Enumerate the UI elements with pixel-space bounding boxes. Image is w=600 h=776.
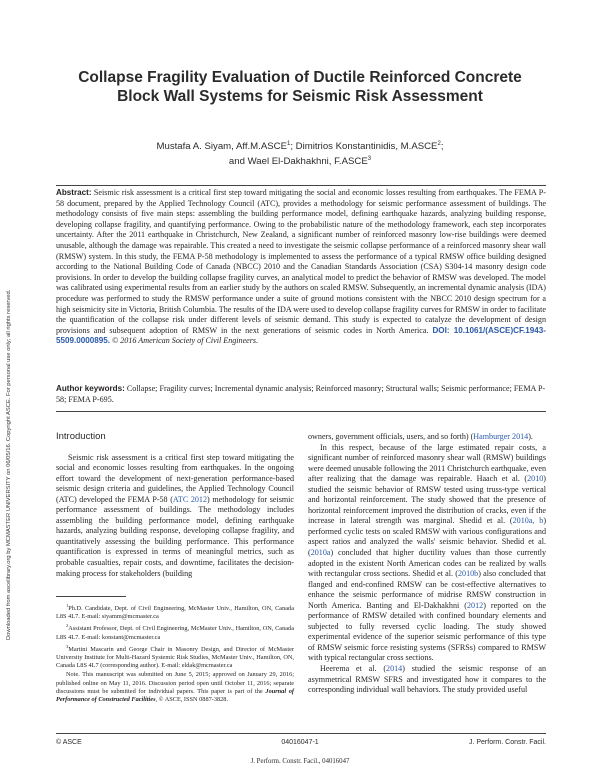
citation-link[interactable]: 2014: [386, 664, 403, 674]
footnote-2: [56, 622, 294, 641]
author-line-1: [60, 138, 540, 153]
footer-journal: J. Perform. Constr. Facil.: [468, 739, 546, 746]
footnote-1: [56, 602, 294, 621]
body-text: ) studied the seismic response of an asymmetrical RMSW SFRS and investigated how it compares to the corresponding individual wall behaviors. The study provided useful: [308, 664, 546, 695]
footnote-marker: 1: [66, 603, 69, 608]
body-text: owners, government officials, users, and so forth) (: [308, 432, 474, 441]
footnote-marker: 2: [66, 623, 69, 629]
intro-text: Seismic risk assessment is a critical first step toward mitigating the social and economic losses resulting from earthquakes. In the ongoing effort toward the development of next-generation performance-based seismic design criteria and guidelines, the Applied Technology Council (ATC) developed the FEMA P-58 (: [56, 452, 294, 504]
citation-link[interactable]: ATC 2012: [172, 494, 208, 504]
download-notice: [6, 140, 16, 640]
author-list: [60, 138, 540, 168]
body-text: ) concluded that higher ductility values than those currently adopted in the existent North American codes can be realized by walls with rectangular cross sections. Shedid et al. (: [308, 548, 546, 579]
footnote-text: Ph.D. Candidate, Dept. of Civil Engineering, McMaster Univ., Hamilton, ON, Canada L8S 4L7. E-mail: siyamm@mcmaster.ca: [56, 605, 294, 621]
abstract-bottom-rule: [56, 411, 546, 412]
footnote-marker: 3: [66, 643, 69, 649]
body-paragraph: [308, 443, 546, 664]
citation-link[interactable]: 2010a: [310, 548, 331, 558]
author-line-2: [60, 153, 540, 168]
citation-footer: J. Perform. Constr. Facil., 04016047: [250, 758, 350, 765]
citation-link[interactable]: 2010b: [457, 569, 479, 579]
intro-text: ) methodology for seismic performance assessment of buildings. The methodology includes assembling the building performance model, defining earthquake hazards, analyzing building response, developing collapse fragility, and quantitatively assessing the building performance. This performance quantification is expressed in terms of meaningful metrics, such as probable casualties, repair costs, and downtime, facilitates the decision-making process for stakeholders (building: [56, 494, 294, 578]
left-column: [56, 432, 294, 579]
intro-paragraph: [56, 453, 294, 580]
body-text: ) reported on the performance of RMSW detailed with confined boundary elements and subjected to fully reversed cyclic loading. The study showed experimental evidence of the superior seismic performance of this type of RMSW seismic force resisting systems (SFRSs) compared to RMSW with typical rectangular cross sections.: [308, 600, 546, 663]
footnote-rule: [56, 596, 126, 597]
affiliation-marker: 2: [437, 141, 441, 147]
author-el-dakhakhni: and Wael El-Dakhakhni, F.ASCE: [228, 156, 368, 168]
abstract: [56, 188, 546, 347]
note-text: Note. This manuscript was submitted on June 5, 2015; approved on January 29, 2016; published online on May 11, 2016. Discussion period open until October 11, 2016; separate discussions must be submitted for individual papers. This paper is part of the: [56, 671, 294, 695]
submission-note: [56, 671, 294, 704]
citation-link[interactable]: 2012: [467, 600, 484, 610]
author-siyam: Mustafa A. Siyam, Aff.M.ASCE: [156, 141, 287, 153]
body-text: ) also concluded that flanged and end-confined RMSW can be cost-effective alternatives to enhance the seismic performance of midrise RMSW construction in North America. Banting and El-Dakhakhni (: [308, 569, 546, 610]
keywords-label: Author keywords:: [56, 384, 125, 393]
body-text: ) performed cyclic tests on scaled RMSW with various configurations and aspect ratios and analyzed the walls' seismic behavior. Shedid et al. (: [308, 516, 547, 558]
copyright-notice: © 2016 American Society of Civil Engineers.: [112, 336, 259, 346]
affiliation-marker: 3: [367, 156, 372, 163]
download-notice-text: Downloaded from ascelibrary.org by MCMASTER UNIVERSITY on 06/05/16. Copyright ASCE. For personal use only; all rights reserved.: [6, 289, 12, 640]
continued-paragraph: [308, 432, 546, 443]
citation-link[interactable]: 2010: [527, 474, 544, 484]
note-text: , © ASCE, ISSN 0887-3828.: [155, 695, 229, 703]
footer-publisher: © ASCE: [56, 739, 82, 746]
body-paragraph: [308, 664, 546, 696]
journal-name: Journal of Performance of Constructed Facilities: [56, 687, 294, 703]
footer-rule: [56, 733, 546, 734]
abstract-label: Abstract:: [56, 188, 92, 197]
footnote-text: Martini Mascarin and George Chair in Masonry Design, and Director of McMaster University Institute for Multi-Hazard Systemic Risk Studies, McMaster Univ., Hamilton, ON, Canada L8S 4L7 (corresponding author). E-mail: eldak@mcmaster.ca: [56, 645, 294, 670]
introduction-heading: Introduction: [56, 431, 106, 442]
right-column: [308, 432, 546, 696]
citation-link[interactable]: Hamburger 2014: [473, 432, 529, 441]
abstract-text: Seismic risk assessment is a critical first step toward mitigating the social and economic losses resulting from earthquakes. The FEMA P-58 document, prepared by the Applied Technology Council (ATC), provides a methodology for seismic performance assessment of buildings. The methodology consists of five main steps: assembling the building performance model, defining earthquake hazards, analyzing building response, developing collapse fragility, and quantifying performance. Owing to the probabilistic nature of the methodology framework, each step incorporates uncertainty. After the 2011 earthquake in Christchurch, New Zealand, a significant number of reinforced masonry low-rise buildings were deemed unusable, although the damage was repairable. This created a need to investigate the seismic collapse performance of a reinforced masonry shear wall (RMSW) system. In this study, the FEMA P-58 methodology is implemented to assess the performance of a typical RMSW office building designed according to the National Building Code of Canada (NBCC) 2010 and the Canadian Standards Association (CSA) S304-14 masonry design code provisions. In order to develop the building collapse fragility curves, an analytical model to predict the behavior of RMSW was developed. The model was calibrated using experimental results from an earlier study by the authors on scaled RMSW. Subsequently, an incremental dynamic analysis (IDA) procedure was performed to study the RMSW performance under a suite of ground motions consistent with the NBCC 2010 design spectrum for a high seismicity site in Victoria, British Columbia. The results of the IDA were used to develop collapse fragility curves for RMSW in order to facilitate the quantification of the collapse risk under different levels of seismic demand. This study is expected to catalyze the development of design provisions and subsequent adoption of RMSW in the next generations of seismic codes in North America.: [56, 188, 546, 335]
body-text: Heerema et al. (: [320, 664, 387, 674]
body-text: ) studied the seismic behavior of RMSW tested using truss-type vertical and horizontal reinforcement. The study showed that the presence of horizontal reinforcement improved the distribution of cracks, even if the increase in lateral strength was marginal. Shedid et al. (: [308, 474, 546, 526]
footer-page-id: 04016047-1: [281, 739, 319, 746]
author-konstantinidis: ; Dimitrios Konstantinidis, M.ASCE: [290, 141, 438, 153]
author-keywords: [56, 384, 546, 405]
citation-link[interactable]: 2010a, b: [512, 516, 544, 526]
body-text: In this respect, because of the large estimated repair costs, a significant number of reinforced masonry shear wall (RMSW) buildings were deemed unusable following the 2011 Christchurch earthquake, even after realizing that the damage was repairable. Haach et al. (: [308, 442, 546, 484]
doi-link[interactable]: DOI: 10.1061/(ASCE)CF.1943-5509.0000895.: [56, 325, 546, 346]
footnote-text: Assistant Professor, Dept. of Civil Engineering, McMaster Univ., Hamilton, ON, Canada L8S 4L7. E-mail: konstant@mcmaster.ca: [56, 625, 294, 641]
body-text: ).: [528, 432, 533, 441]
abstract-top-rule: [56, 185, 546, 186]
affiliation-marker: 1: [286, 141, 291, 147]
author-separator: ;: [440, 141, 444, 153]
footnote-3: [56, 643, 294, 671]
footnotes: [56, 596, 294, 705]
article-title: Collapse Fragility Evaluation of Ductile Reinforced Concrete Block Wall Systems for Seismic Risk Assessment: [78, 69, 522, 105]
keywords-text: Collapse; Fragility curves; Incremental dynamic analysis; Reinforced masonry; Structural walls; Seismic performance; FEMA P-58; FEMA P-695.: [56, 384, 546, 404]
